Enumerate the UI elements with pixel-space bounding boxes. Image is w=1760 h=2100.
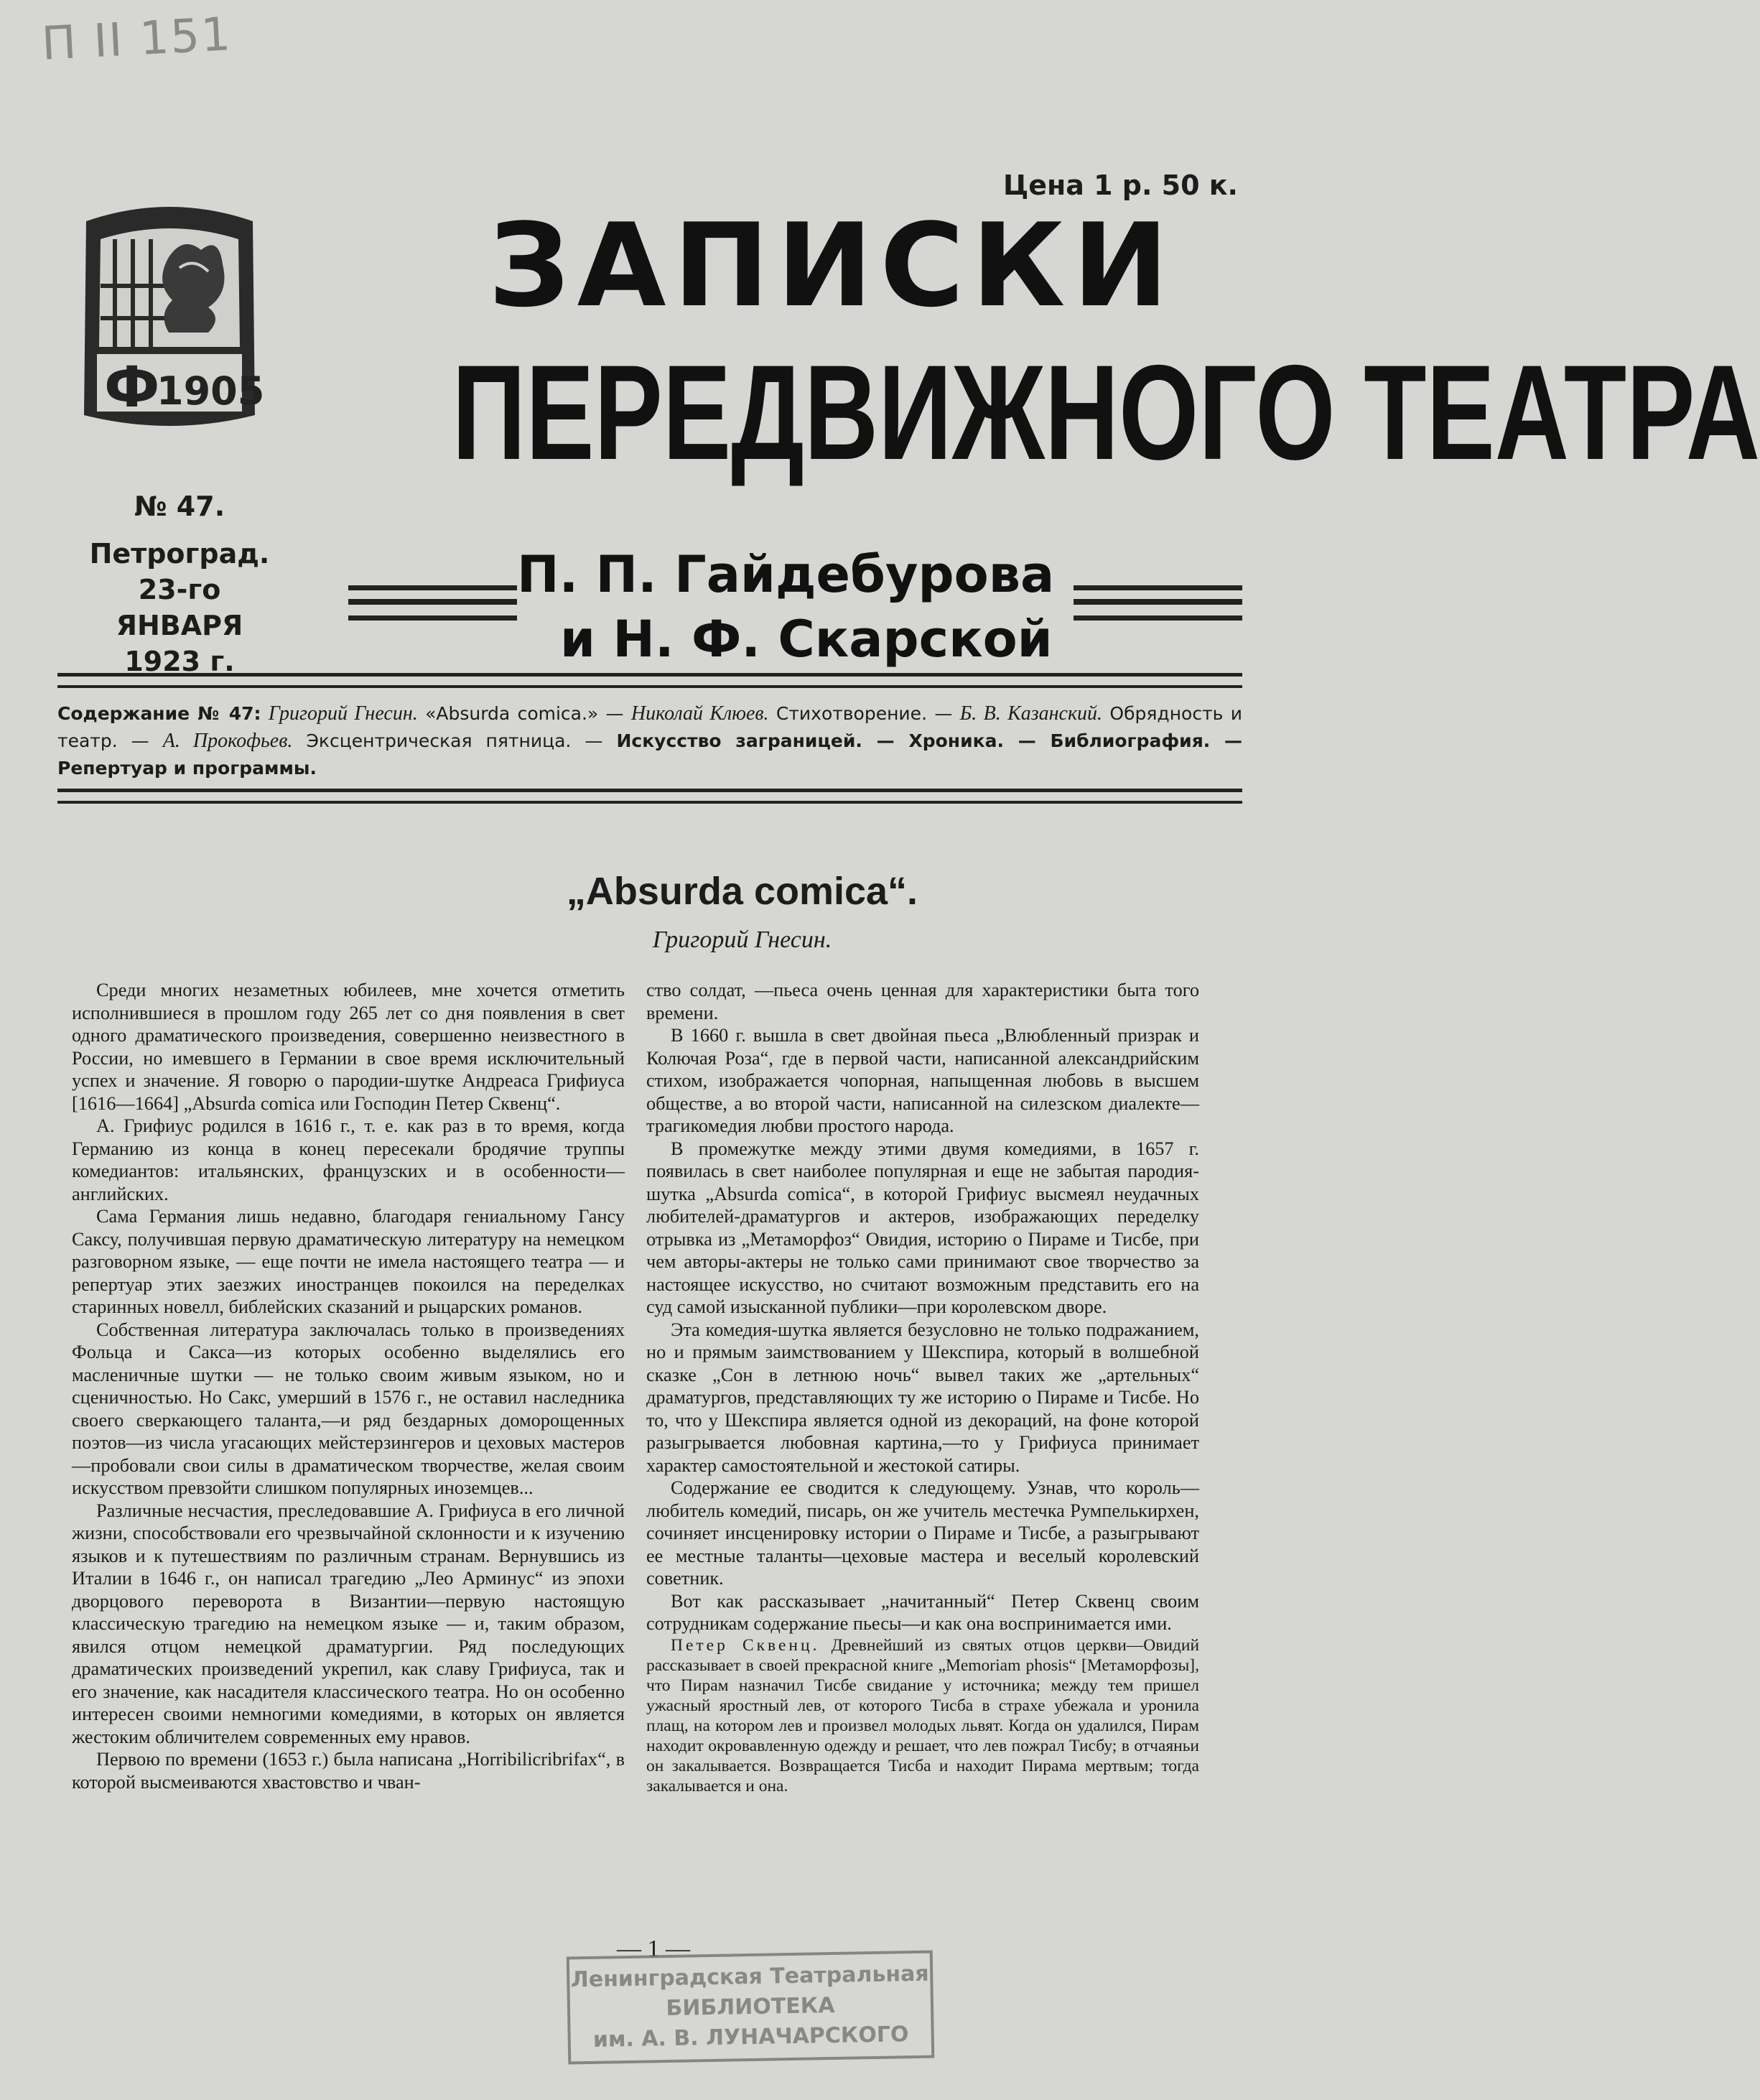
theatre-logo xyxy=(72,200,267,444)
director-names xyxy=(517,542,1054,672)
contents-author-2: Николай Клюев. xyxy=(630,702,769,725)
issue-info xyxy=(72,488,287,679)
paragraph: Вот как рассказывает „начитанный“ Петер Сквенц своим сотрудникам содержание пьесы—и как она воспринимается ими. xyxy=(646,1590,1199,1634)
logo-letter: Ф xyxy=(104,356,160,420)
names-line2: и Н. Ф. Скарской xyxy=(560,610,1053,669)
paragraph: ство солдат, —пьеса очень ценная для характеристики быта того времени. xyxy=(646,980,1199,1023)
contents-title-4: Эксцентрическая пятница. — xyxy=(306,730,603,751)
contents-title-2: Стихотворение. — xyxy=(776,703,953,724)
speaker-speech: Древнейший из святых отцов церкви—Овидий рассказывает в своей прекрасной книге „Memoriam phosis“ [Метаморфозы], что Пирам назначил Тисбе свидание у источника; между тем пришел ужасный яростный лев, от которого Тисба в страхе убежала и уронила плащ, на котором лев и произвел молодых львят. Когда он удалился, Пирам находит окровавленную одежду и решает, что лев пожрал Тисбу; в отчаяньи он закалывается. Возвращается Тисба и находит Пирама мертвым; тогда закалывается и она. xyxy=(646,1635,1200,1795)
paragraph: Среди многих незаметных юбилеев, мне хочется отметить исполнившиеся в прошлом году 265 лет со дня появления в свет одного драматического произведения, совершенно неизвестного в России, но имевшего в Германии в свое время исключительный успех и значение. Я говорю о пародии-шутке Андреаса Грифиуса [1616—1664] „Absurda comica или Господин Петер Сквенц“. xyxy=(72,980,625,1114)
contents-title-1: «Absurda comica.» — xyxy=(425,703,624,724)
logo-year: 1905 xyxy=(157,368,265,414)
library-stamp xyxy=(567,1951,935,2065)
issue-city: Петроград. xyxy=(89,538,270,570)
stamp-line2: БИБЛИОТЕКА xyxy=(666,1992,835,2022)
article-author: Григорий Гнесин. xyxy=(652,926,832,953)
paragraph: В 1660 г. вышла в свет двойная пьеса „Влюбленный призрак и Колючая Роза“, где в первой части, написанной александрийским стихом, изображается чопорная, напыщенная любовь в высшем обществе, а во второй части, написанной на силезском диалекте—трагикомедия любви простого народа. xyxy=(646,1025,1199,1136)
paragraph: Первою по времени (1653 г.) была написана „Horribilicribrifax“, в которой высмеиваются хвастовство и чван- xyxy=(72,1749,625,1793)
archive-mark: П II 151 xyxy=(40,8,233,71)
contents-author-4: А. Прокофьев. xyxy=(162,730,293,752)
article-column-left xyxy=(72,979,625,1793)
decorative-bar-right xyxy=(1074,585,1242,621)
paragraph: Сама Германия лишь недавно, благодаря гениальному Гансу Саксу, получившая первую драматическую литературу на немецком разговорном языке, — еще почти не имела настоящего театра — и репертуар этих заезжих иностранцев покоился на переделках старинных новелл, библейских сказаний и рыцарских романов. xyxy=(72,1206,625,1317)
speaker-name: Петер Сквенц. xyxy=(671,1635,820,1655)
contents-author-3: Б. В. Казанский. xyxy=(959,702,1103,725)
price: Цена 1 р. 50 к. xyxy=(1002,169,1238,201)
stamp-line1: Ленинградская Театральная xyxy=(570,1961,929,1993)
masthead-title-line2: ПЕРЕДВИЖНОГО ТЕАТРА xyxy=(452,337,1760,488)
names-line1: П. П. Гайдебурова xyxy=(517,545,1055,604)
divider-rule-bottom xyxy=(57,789,1242,804)
issue-contents xyxy=(57,700,1242,782)
article-title: „Absurda comica“. xyxy=(566,870,918,913)
issue-year: 1923 г. xyxy=(124,646,235,677)
divider-rule-top xyxy=(57,673,1242,688)
dialogue-paragraph xyxy=(646,1635,1199,1796)
stamp-line3: им. А. В. ЛУНАЧАРСКОГО xyxy=(592,2022,909,2053)
paragraph: Различные несчастия, преследовавшие А. Грифиуса в его личной жизни, способствовали его чрезвычайной склонности и к изучению языков и к путешествиям по различным странам. Вернувшись из Италии в 1646 г., он написал трагедию „Лео Арминус“ из эпохи дворцового переворота в Византии—первую настоящую классическую трагедию на немецком языке — и, таким образом, явился отцом немецкой драматургии. Ряд последующих драматических произведений укрепил, как славу Грифиуса, так и его значение, как насадителя классического театра. Но он особенно интересен своими немногими комедиями, в которых он является жестоким обличителем современных ему нравов. xyxy=(72,1500,625,1747)
decorative-bar-left xyxy=(348,585,517,621)
contents-author-1: Григорий Гнесин. xyxy=(268,702,418,725)
paragraph: А. Грифиус родился в 1616 г., т. е. как раз в то время, когда Германию из конца в конец пересекали бродячие труппы комедиантов: итальянских, французских и в особенности—английских. xyxy=(72,1115,625,1204)
paragraph: В промежутке между этими двумя комедиями, в 1657 г. появилась в свет наиболее популярная и еще не забытая пародия-шутка „Absurda comica“, в которой Грифиус высмеял неудачных любителей-драматургов и актеров, изображающих переделку отрывка из „Метаморфоз“ Овидия, историю о Пираме и Тисбе, при чем авторы-актеры не только сами принимают свое творчество за настоящее искусство, но считают возможным представить его на суд самой изысканной публики—при королевском дворе. xyxy=(646,1138,1199,1317)
paragraph: Собственная литература заключалась только в произведениях Фольца и Сакса—из которых особенно выделялись его масленичные шутки — не только своим живым языком, но и сценичностью. Но Сакс, умерший в 1576 г., не оставил наследника своего сверкающего таланта,—и ряд бездарных доморощенных поэтов—из числа угасающих мейстерзингеров и цеховых мастеров—пробовали свои силы в драматическом творчестве, желая своим искусством превзойти слишком популярных иноземцев... xyxy=(72,1319,625,1498)
issue-date: 23-го ЯНВАРЯ xyxy=(116,574,243,641)
contents-label: Содержание № 47: xyxy=(57,703,261,724)
issue-number: № 47. xyxy=(134,491,225,522)
contents-sections: Искусство заграницей. — Хроника. — Библиография. — Репертуар и программы. xyxy=(57,730,1243,779)
article-column-right xyxy=(646,979,1199,1796)
page-number: — 1 — xyxy=(617,1936,690,1962)
contents-title-3: Обрядность и театр. — xyxy=(57,703,1242,751)
paragraph: Содержание ее сводится к следующему. Узнав, что король—любитель комедий, писарь, он же учитель местечка Румпелькирхен, сочиняет инсценировку истории о Пираме и Тисбе, а разыгрывают ее местные таланты—цеховые мастера и веселый королевский советник. xyxy=(646,1477,1199,1589)
paragraph: Эта комедия-шутка является безусловно не только подражанием, но и прямым заимствованием у Шекспира, который в волшебной сказке „Сон в летнюю ночь“ вывел таких же „артельных“ драматургов, представляющих ту же историю о Пираме и Тисбе. Но то, что у Шекспира является одной из декораций, на фоне которой разыгрывается любовная картина,—то у Грифиуса принимает характер самостоятельной и жестокой сатиры. xyxy=(646,1319,1199,1476)
masthead-title-line1: ЗАПИСКИ xyxy=(488,198,1176,333)
